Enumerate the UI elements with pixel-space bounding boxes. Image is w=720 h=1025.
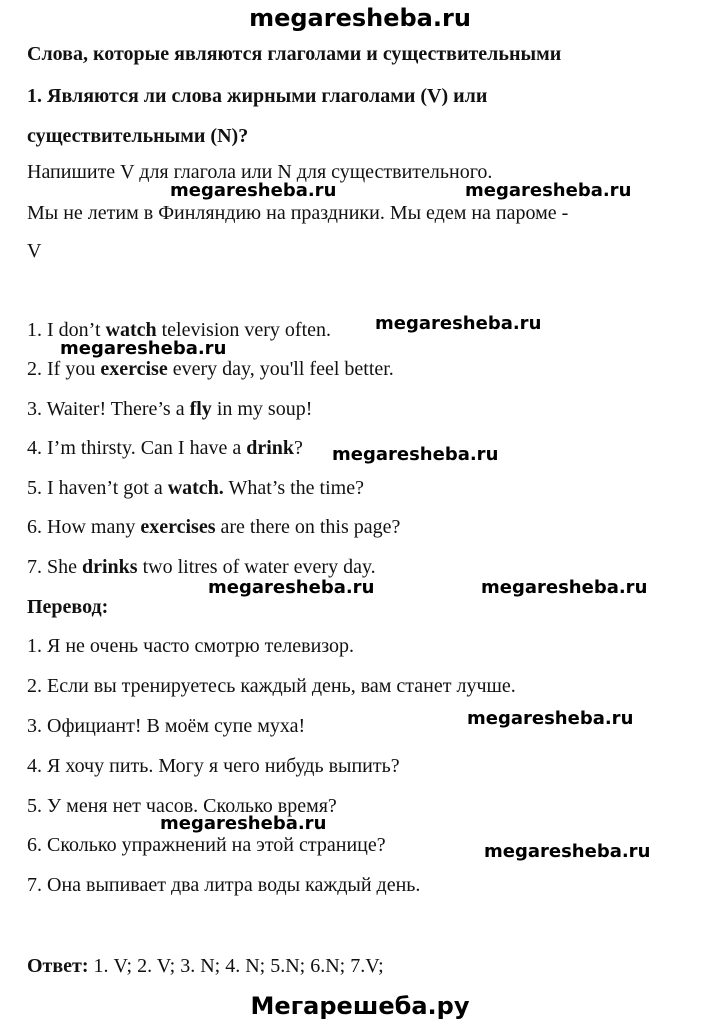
task-example: Мы не летим в Финляндию на праздники. Мы едем на пароме -: [27, 202, 569, 224]
sentence-after: every day, you'll feel better.: [167, 358, 394, 380]
sentence-item: [27, 397, 312, 421]
sentence-after: two litres of water every day.: [137, 556, 376, 578]
translation-item: 5. У меня нет часов. Сколько время?: [27, 795, 337, 817]
sentence-after: are there on this page?: [215, 516, 401, 538]
watermark: megaresheba.ru: [484, 841, 651, 862]
watermark: megaresheba.ru: [467, 708, 634, 729]
sentence-number: 5.: [27, 477, 42, 499]
sentence-after: in my soup!: [211, 398, 313, 420]
sentence-bold-word: drinks: [82, 556, 138, 578]
sentence-before: Waiter! There’s a: [46, 398, 190, 420]
task-example-answer: V: [27, 240, 42, 262]
sentence-number: 3.: [27, 398, 42, 420]
sentence-before: I don’t: [47, 319, 106, 341]
sentence-before: I haven’t got a: [47, 477, 168, 499]
watermark: megaresheba.ru: [332, 444, 499, 465]
task-title-line1: 1. Являются ли слова жирными глаголами (V) или: [27, 85, 488, 107]
sentence-item: [27, 357, 394, 381]
sentence-item: [27, 436, 303, 460]
translation-heading: Перевод:: [27, 596, 109, 618]
sentence-bold-word: watch.: [167, 477, 224, 499]
sentence-bold-word: exercise: [100, 358, 168, 380]
sentence-after: What’s the time?: [223, 477, 364, 499]
translation-item: 4. Я хочу пить. Могу я чего нибудь выпить?: [27, 755, 400, 777]
translation-item: 6. Сколько упражнений на этой странице?: [27, 834, 386, 856]
sentence-bold-word: fly: [189, 398, 212, 420]
sentence-bold-word: watch: [105, 319, 157, 341]
sentence-number: 7.: [27, 556, 42, 578]
sentence-number: 2.: [27, 358, 42, 380]
answer-label: Ответ:: [27, 955, 89, 977]
sentence-before: If you: [47, 358, 101, 380]
watermark: megaresheba.ru: [465, 180, 632, 201]
sentence-before: I’m thirsty. Can I have a: [47, 437, 247, 459]
watermark: megaresheba.ru: [375, 313, 542, 334]
watermark: megaresheba.ru: [481, 577, 648, 598]
answer-value: 1. V; 2. V; 3. N; 4. N; 5.N; 6.N; 7.V;: [88, 955, 384, 977]
translation-item: 2. Если вы тренируетесь каждый день, вам станет лучше.: [27, 675, 516, 697]
sentence-item: [27, 555, 376, 579]
site-header: megaresheba.ru: [249, 4, 471, 32]
watermark: megaresheba.ru: [208, 577, 375, 598]
site-footer: Мегарешеба.ру: [250, 992, 470, 1020]
task-instruction: Напишите V для глагола или N для существительного.: [27, 161, 493, 183]
watermark: megaresheba.ru: [160, 813, 327, 834]
watermark: megaresheba.ru: [170, 180, 337, 201]
sentence-item: [27, 476, 364, 500]
sentence-after: ?: [294, 437, 303, 459]
answer-line: [27, 954, 384, 978]
sentence-bold-word: exercises: [140, 516, 216, 538]
sentence-after: television very often.: [156, 319, 332, 341]
sentence-number: 4.: [27, 437, 42, 459]
translation-item: 7. Она выпивает два литра воды каждый день.: [27, 874, 421, 896]
page-heading: Слова, которые являются глаголами и существительными: [27, 43, 562, 65]
translation-item: 1. Я не очень часто смотрю телевизор.: [27, 635, 355, 657]
sentence-number: 6.: [27, 516, 42, 538]
task-title-line2: существительными (N)?: [27, 125, 249, 147]
sentence-number: 1.: [27, 319, 42, 341]
sentence-item: [27, 515, 400, 539]
watermark: megaresheba.ru: [60, 338, 227, 359]
sentence-bold-word: drink: [246, 437, 295, 459]
sentence-before: How many: [47, 516, 141, 538]
translation-item: 3. Официант! В моём супе муха!: [27, 715, 306, 737]
sentence-before: She: [47, 556, 82, 578]
